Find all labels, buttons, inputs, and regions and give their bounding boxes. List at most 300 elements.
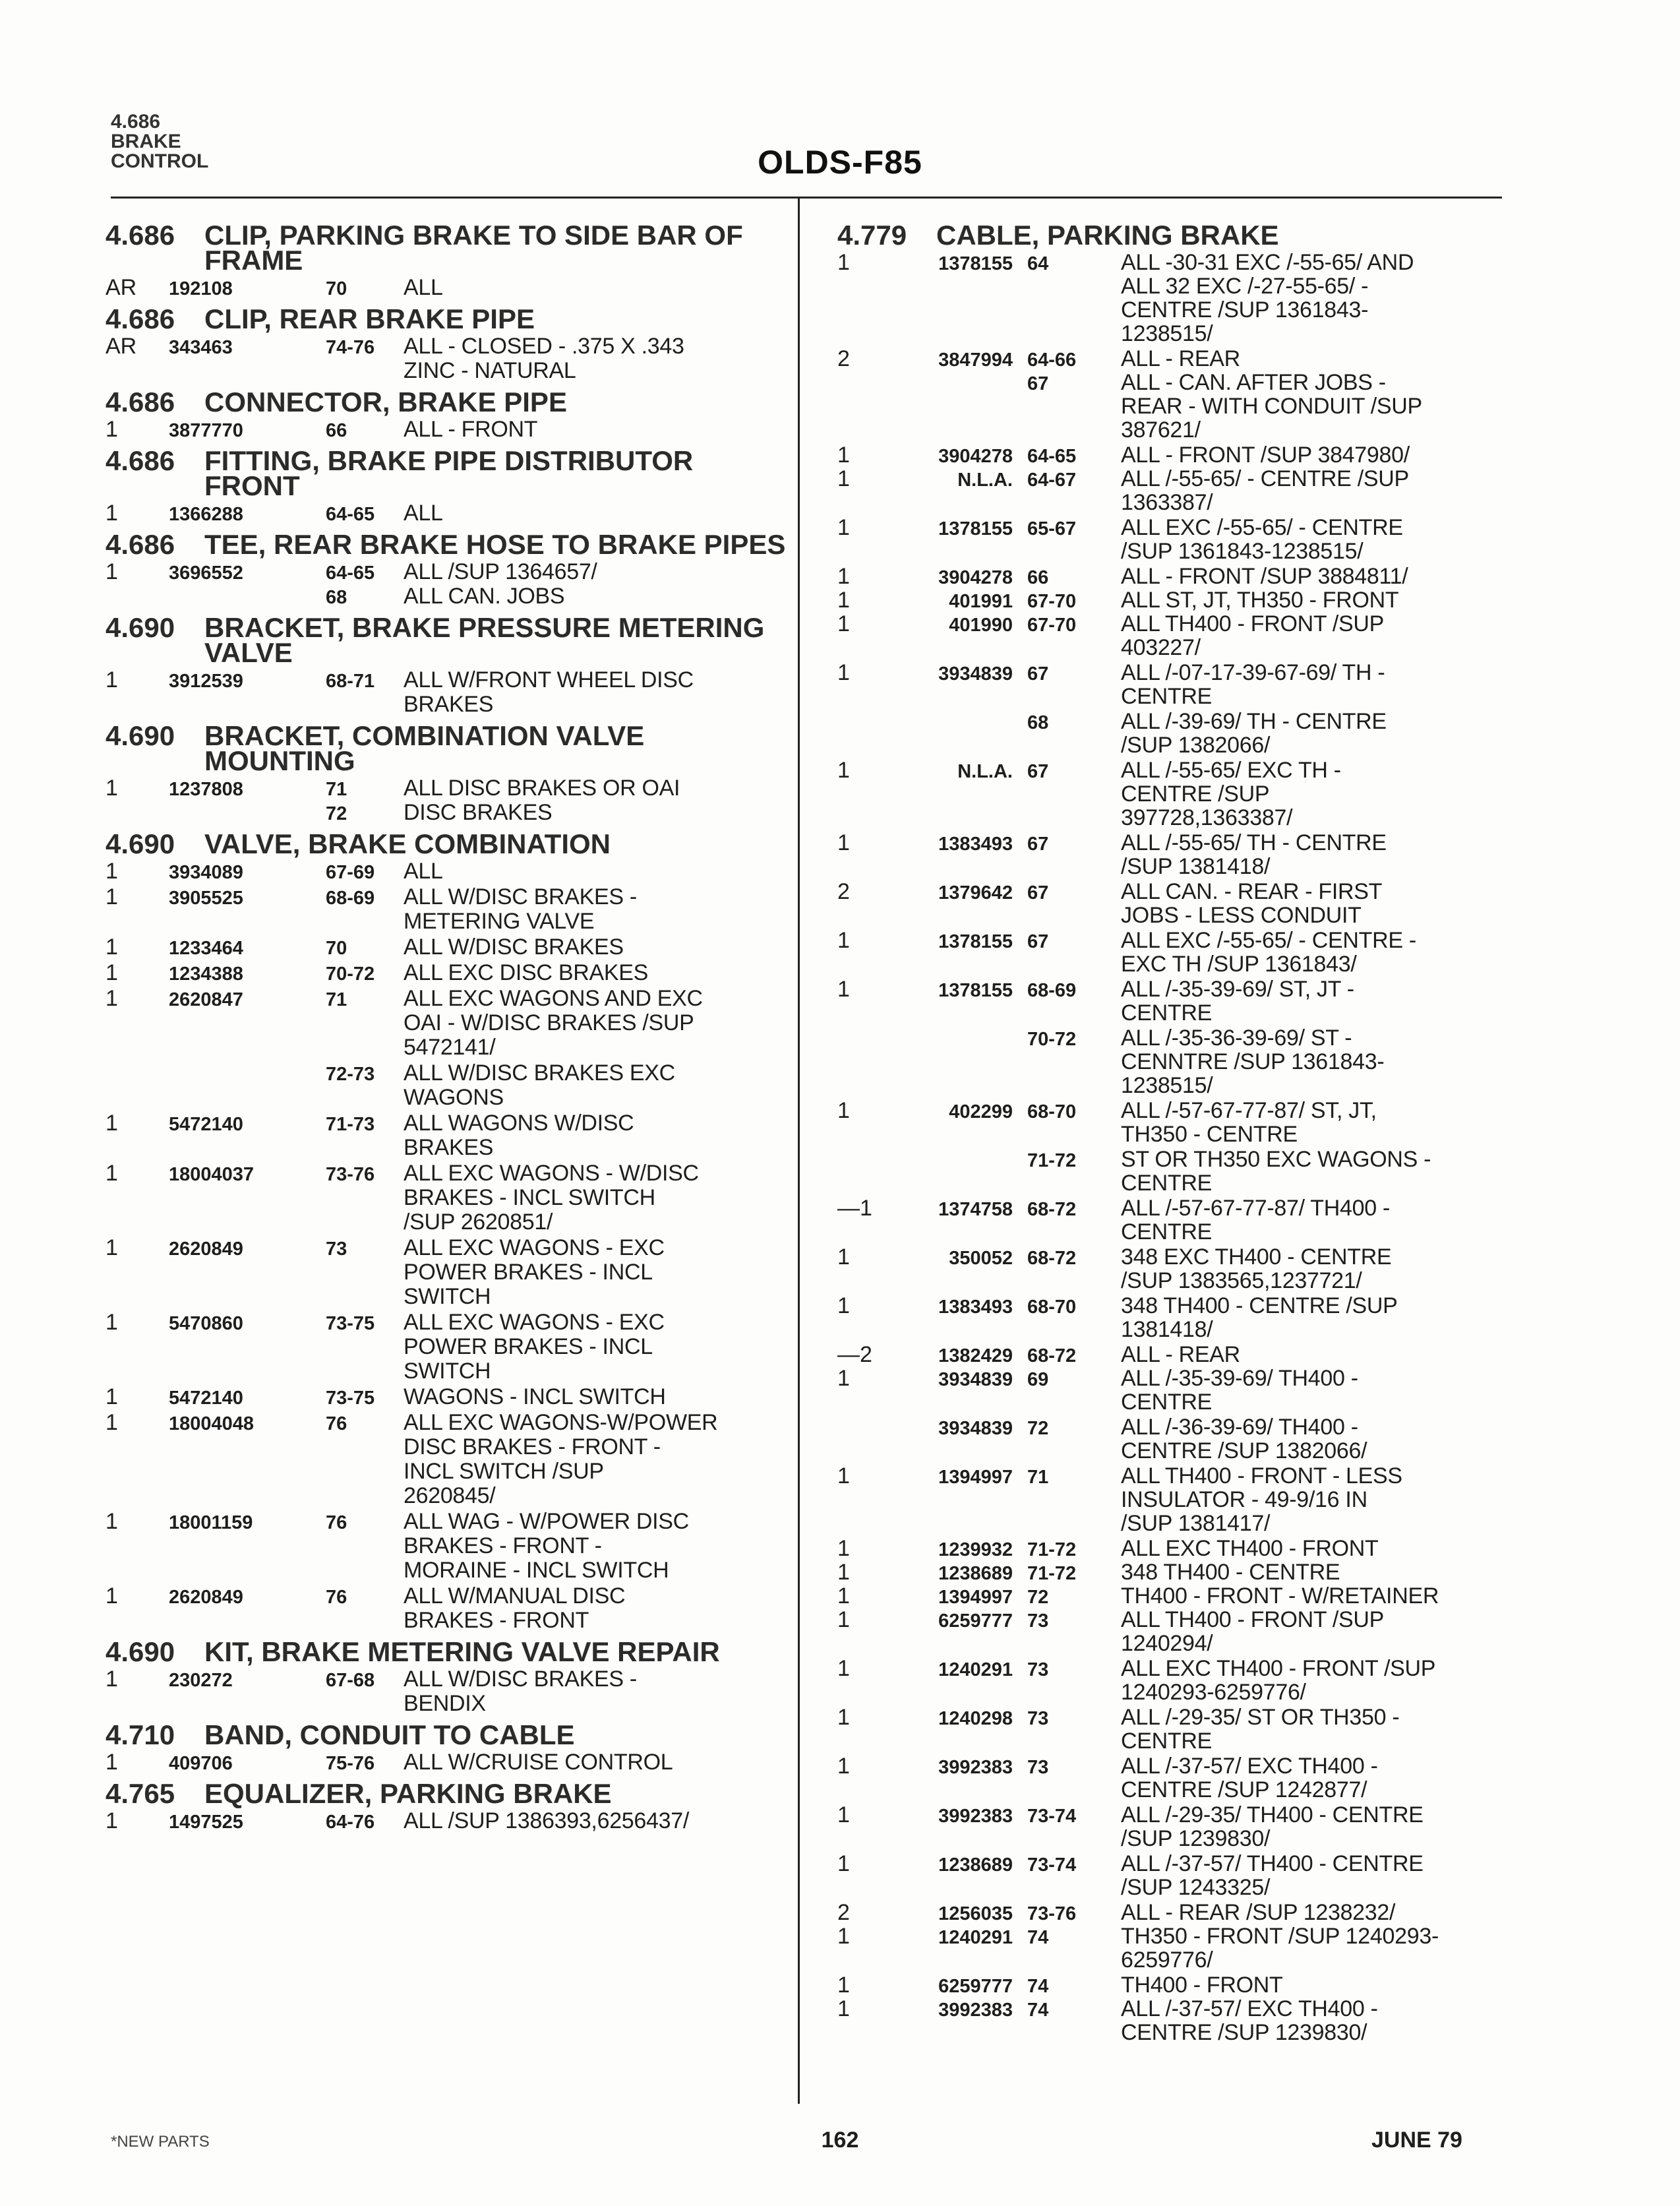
model-years: 73-74 xyxy=(1027,1854,1077,1876)
part-description: ALL W/DISC BRAKES EXC WAGONS xyxy=(404,1060,675,1110)
part-number: 3904278 N.L.A. xyxy=(938,446,1013,491)
quantity: 1 xyxy=(105,1509,118,1534)
part-number: 5472140 xyxy=(169,1388,243,1409)
model-years: 68-69 xyxy=(326,888,375,909)
model-years: 74 74 xyxy=(1027,1976,1049,2021)
model-years: 70-72 xyxy=(1027,1029,1077,1050)
part-number: 3912539 xyxy=(169,671,243,692)
model-years: 64-66 67 xyxy=(1027,350,1077,394)
model-years: 64-76 xyxy=(326,1812,375,1833)
quantity: 1 xyxy=(105,1410,118,1435)
part-row xyxy=(105,987,791,1060)
part-row xyxy=(837,831,1516,878)
quantity: 1 xyxy=(105,986,118,1011)
part-description: ALL W/DISC BRAKES - METERING VALVE xyxy=(404,884,637,934)
part-row xyxy=(837,1705,1516,1753)
part-row xyxy=(837,929,1516,976)
part-row xyxy=(837,1099,1516,1146)
quantity: 2 xyxy=(837,346,850,371)
part-number: 2620849 xyxy=(169,1587,243,1608)
section-header xyxy=(105,445,791,501)
quantity: 1 xyxy=(105,934,118,960)
part-row xyxy=(105,1061,791,1110)
section-code: 4.690 xyxy=(105,612,175,643)
part-row xyxy=(837,1196,1516,1244)
section-title: CONNECTOR, BRAKE PIPE xyxy=(204,386,567,417)
part-description: ALL /-39-69/ TH - CENTRE /SUP 1382066/ xyxy=(1121,709,1387,758)
part-number: 3992383 xyxy=(938,1806,1013,1827)
part-number: 3992383 xyxy=(938,1757,1013,1778)
quantity: 1 xyxy=(837,1656,850,1681)
parts-section xyxy=(105,529,791,609)
section-title: EQUALIZER, PARKING BRAKE xyxy=(204,1778,612,1809)
parts-section xyxy=(105,1719,791,1775)
part-row xyxy=(837,516,1516,563)
model-years: 71-72 xyxy=(1027,1150,1077,1171)
parts-section xyxy=(105,220,791,300)
model-years: 67 xyxy=(1027,834,1049,855)
page-title: OLDS-F85 xyxy=(758,144,922,181)
quantity: 1 xyxy=(105,501,118,526)
part-row xyxy=(837,1852,1516,1899)
part-number: 1378155 xyxy=(938,931,1013,952)
section-title: VALVE, BRAKE COMBINATION xyxy=(204,828,611,859)
part-description: ALL TH400 - FRONT - LESS INSULATOR - 49-9/16 IN /SUP 1381417/ xyxy=(1121,1463,1402,1536)
quantity: 1 xyxy=(105,1583,118,1609)
part-row xyxy=(837,977,1516,1025)
quantity: 1 xyxy=(837,1851,850,1876)
page-number: 162 xyxy=(821,2128,859,2153)
model-years: 66 xyxy=(326,420,347,441)
quantity: 1 xyxy=(105,1808,118,1833)
model-years: 71 xyxy=(326,989,347,1010)
parts-section xyxy=(105,720,791,825)
quantity: —1 xyxy=(837,1196,872,1221)
part-number: 1240298 xyxy=(938,1708,1013,1729)
model-years: 73-75 xyxy=(326,1388,375,1409)
parts-section xyxy=(837,220,1516,2045)
section-header xyxy=(105,1719,791,1750)
part-description: ALL W/FRONT WHEEL DISC BRAKES xyxy=(404,667,694,717)
quantity: 1 xyxy=(105,667,118,692)
part-row xyxy=(105,334,791,383)
part-description: ALL EXC WAGONS - W/DISC BRAKES - INCL SWITCH /SUP 2620851/ xyxy=(404,1161,699,1235)
model-years: 71-73 xyxy=(326,1114,375,1135)
part-description: ALL - FRONT xyxy=(404,417,538,442)
left-column xyxy=(105,220,791,1840)
section-header xyxy=(105,612,791,668)
part-row xyxy=(105,1236,791,1309)
part-row xyxy=(837,443,1516,514)
part-row xyxy=(837,1754,1516,1802)
part-row xyxy=(105,560,791,609)
model-years: 64 xyxy=(1027,253,1049,274)
model-years: 68-71 xyxy=(326,671,375,692)
section-header xyxy=(105,386,791,417)
part-description: ALL /SUP 1364657/ ALL CAN. JOBS xyxy=(404,559,597,609)
section-title: BRACKET, COMBINATION VALVE MOUNTING xyxy=(204,720,645,776)
section-number: 4.686 xyxy=(111,111,161,133)
part-row xyxy=(837,1026,1516,1097)
quantity: 1 xyxy=(837,1098,850,1123)
quantity: 1 xyxy=(837,928,850,953)
section-code: 4.686 xyxy=(105,386,175,417)
part-row xyxy=(105,885,791,934)
part-row xyxy=(837,1245,1516,1293)
part-row xyxy=(837,880,1516,927)
model-years: 73-76 74 xyxy=(1027,1903,1077,1948)
part-description: ALL -30-31 EXC /-55-65/ AND ALL 32 EXC /-27-55-65/ - CENTRE /SUP 1361843- 1238515/ xyxy=(1121,250,1414,346)
part-number: 18001159 xyxy=(169,1512,253,1533)
part-description: ALL EXC TH400 - FRONT /SUP 1240293-6259776/ xyxy=(1121,1656,1436,1705)
part-number: 1234388 xyxy=(169,964,243,985)
footer-note: *NEW PARTS xyxy=(111,2133,210,2151)
part-description: ALL W/MANUAL DISC BRAKES - FRONT xyxy=(404,1583,626,1633)
part-description: ALL EXC /-55-65/ - CENTRE /SUP 1361843-1238515/ xyxy=(1121,515,1403,564)
part-number: 1394997 xyxy=(938,1467,1013,1488)
part-number: 350052 xyxy=(949,1248,1013,1269)
part-number: 3877770 xyxy=(169,420,243,441)
part-row xyxy=(105,1510,791,1583)
part-number: 5472140 xyxy=(169,1114,243,1135)
part-description: ALL /-37-57/ TH400 - CENTRE /SUP 1243325/ xyxy=(1121,1851,1424,1900)
part-description: ALL WAGONS W/DISC BRAKES xyxy=(404,1111,634,1160)
section-header xyxy=(105,220,791,276)
part-row xyxy=(837,1803,1516,1851)
quantity: 1 1 1 1 xyxy=(837,1536,850,1632)
part-description: ALL /-29-35/ TH400 - CENTRE /SUP 1239830/ xyxy=(1121,1802,1424,1851)
part-row xyxy=(837,758,1516,830)
section-header xyxy=(837,220,1516,251)
parts-section xyxy=(105,445,791,526)
part-description: ALL xyxy=(404,859,443,884)
quantity: —2 1 xyxy=(837,1342,872,1391)
model-years: 76 xyxy=(326,1512,347,1533)
part-number: 2620847 xyxy=(169,989,243,1010)
quantity: 1 1 xyxy=(837,443,850,491)
part-number: 3934839 xyxy=(938,663,1013,685)
part-row xyxy=(105,1310,791,1384)
part-number: 18004048 xyxy=(169,1413,255,1434)
part-description: ALL EXC WAGONS-W/POWER DISC BRAKES - FRONT - INCL SWITCH /SUP 2620845/ xyxy=(404,1410,718,1508)
part-description: ALL /-29-35/ ST OR TH350 - CENTRE xyxy=(1121,1705,1400,1754)
part-row xyxy=(837,661,1516,708)
section-code: 4.710 xyxy=(105,1719,175,1750)
part-number: 3847994 xyxy=(938,350,1013,371)
part-row xyxy=(105,859,791,884)
quantity: 1 xyxy=(837,1293,850,1318)
part-row xyxy=(105,935,791,960)
section-title: FITTING, BRAKE PIPE DISTRIBUTOR FRONT xyxy=(204,445,694,501)
part-description: ALL - CLOSED - .375 X .343 ZINC - NATURAL xyxy=(404,334,684,383)
part-row xyxy=(105,1161,791,1235)
part-number: 402299 xyxy=(949,1101,1013,1122)
part-description: ALL /-36-39-69/ TH400 - CENTRE /SUP 1382066/ xyxy=(1121,1415,1367,1463)
model-years: 68-70 xyxy=(1027,1101,1077,1122)
model-years: 72 xyxy=(1027,1418,1049,1439)
model-years: 64-65 xyxy=(326,504,375,525)
section-title: KIT, BRAKE METERING VALVE REPAIR xyxy=(204,1636,720,1667)
part-number: 1239932 1238689 1394997 6259777 xyxy=(938,1539,1013,1632)
model-years: 74-76 xyxy=(326,337,375,358)
part-row xyxy=(837,565,1516,659)
part-row xyxy=(837,1973,1516,2044)
part-description: ALL /-55-65/ TH - CENTRE /SUP 1381418/ xyxy=(1121,830,1387,879)
part-description: ALL /-37-57/ EXC TH400 - CENTRE /SUP 1242877/ xyxy=(1121,1754,1378,1802)
quantity: 2 1 xyxy=(837,1900,850,1949)
publication-date: JUNE 79 xyxy=(1371,2128,1462,2153)
section-code: 4.765 xyxy=(105,1778,175,1809)
part-description: ALL EXC WAGONS - EXC POWER BRAKES - INCL SWITCH xyxy=(404,1235,665,1309)
part-description: ALL /-55-65/ EXC TH - CENTRE /SUP 397728,1363387/ xyxy=(1121,758,1341,830)
part-description: ST OR TH350 EXC WAGONS - CENTRE xyxy=(1121,1147,1431,1196)
model-years: 68-69 xyxy=(1027,980,1077,1001)
section-code: 4.690 xyxy=(105,828,175,859)
quantity: 1 xyxy=(837,1463,850,1488)
part-description: WAGONS - INCL SWITCH xyxy=(404,1384,666,1409)
part-row xyxy=(105,776,791,825)
model-years: 68-72 xyxy=(1027,1199,1077,1220)
right-column xyxy=(837,220,1516,2051)
part-row xyxy=(105,961,791,985)
model-years: 75-76 xyxy=(326,1753,375,1774)
section-subcategory: CONTROL xyxy=(111,150,209,172)
part-row xyxy=(105,501,791,526)
part-row xyxy=(837,1294,1516,1341)
quantity: 1 xyxy=(105,1750,118,1775)
part-description: ALL /-35-36-39-69/ ST - CENNTRE /SUP 1361843- 1238515/ xyxy=(1121,1026,1385,1098)
section-header xyxy=(105,1778,791,1809)
quantity: 1 xyxy=(105,1235,118,1260)
part-description: ALL /-35-39-69/ ST, JT - CENTRE xyxy=(1121,977,1354,1026)
section-header xyxy=(105,720,791,776)
part-description: ALL - REAR ALL /-35-39-69/ TH400 - CENTRE xyxy=(1121,1342,1358,1415)
header-rule xyxy=(111,197,1502,199)
section-title: CABLE, PARKING BRAKE xyxy=(936,220,1279,251)
model-years: 67 xyxy=(1027,663,1049,685)
part-description: ALL EXC DISC BRAKES xyxy=(404,960,648,985)
parts-section xyxy=(105,828,791,1633)
part-row xyxy=(105,1584,791,1633)
model-years: 76 xyxy=(326,1587,347,1608)
section-title: TEE, REAR BRAKE HOSE TO BRAKE PIPES xyxy=(204,529,786,560)
part-description: ALL CAN. - REAR - FIRST JOBS - LESS CONDUIT xyxy=(1121,879,1383,928)
quantity: 1 xyxy=(837,758,850,783)
quantity: 1 xyxy=(105,1384,118,1409)
part-number: 6259777 3992383 xyxy=(938,1976,1013,2021)
part-number: 1378155 xyxy=(938,253,1013,274)
section-title: BRACKET, BRAKE PRESSURE METERING VALVE xyxy=(204,612,765,668)
part-number: 5470860 xyxy=(169,1313,243,1334)
quantity: 1 xyxy=(837,1802,850,1827)
parts-section xyxy=(105,1778,791,1833)
part-number: 2620849 xyxy=(169,1239,243,1260)
part-description: ALL W/CRUISE CONTROL xyxy=(404,1750,673,1775)
quantity: 1 1 1 xyxy=(837,564,850,636)
part-row xyxy=(837,1657,1516,1704)
part-row xyxy=(837,1464,1516,1535)
part-description: ALL W/DISC BRAKES xyxy=(404,934,624,960)
part-description: ALL WAG - W/POWER DISC BRAKES - FRONT - MORAINE - INCL SWITCH xyxy=(404,1509,689,1583)
part-description: TH400 - FRONT ALL /-37-57/ EXC TH400 - CENTRE /SUP 1239830/ xyxy=(1121,1973,1378,2045)
quantity: 1 xyxy=(105,859,118,884)
part-description: 348 TH400 - CENTRE /SUP 1381418/ xyxy=(1121,1293,1398,1342)
quantity: AR xyxy=(105,275,137,300)
model-years: 70 xyxy=(326,938,347,959)
quantity: AR xyxy=(105,334,137,359)
part-row xyxy=(837,1901,1516,1972)
part-number: 1237808 xyxy=(169,779,243,800)
part-description: ALL W/DISC BRAKES - BENDIX xyxy=(404,1667,637,1716)
part-number: 18004037 xyxy=(169,1164,255,1185)
part-number: 3934839 xyxy=(938,1418,1013,1439)
quantity: 1 xyxy=(105,1161,118,1186)
model-years: 73-76 xyxy=(326,1164,375,1185)
part-description: ALL xyxy=(404,501,443,526)
part-number: 3934089 xyxy=(169,862,243,883)
part-description: ALL /SUP 1386393,6256437/ xyxy=(404,1808,689,1833)
part-description: ALL EXC /-55-65/ - CENTRE - EXC TH /SUP 1361843/ xyxy=(1121,928,1416,977)
part-description: ALL xyxy=(404,275,443,300)
model-years: 71-72 71-72 72 73 xyxy=(1027,1539,1077,1632)
part-number: 192108 xyxy=(169,278,233,299)
model-years: 71 xyxy=(1027,1467,1049,1488)
model-years: 73 xyxy=(326,1239,347,1260)
section-code: 4.690 xyxy=(105,720,175,751)
part-number: 1238689 xyxy=(938,1854,1013,1876)
part-row xyxy=(105,1111,791,1160)
model-years: 73 xyxy=(1027,1659,1049,1680)
section-code: 4.686 xyxy=(105,303,175,334)
quantity: 1 xyxy=(105,960,118,985)
model-years: 67-68 xyxy=(326,1670,375,1691)
part-description: ALL EXC WAGONS AND EXC OAI - W/DISC BRAKES /SUP 5472141/ xyxy=(404,986,703,1060)
column-divider xyxy=(798,198,800,2104)
parts-section xyxy=(105,1636,791,1716)
part-number: 1497525 xyxy=(169,1812,243,1833)
parts-section xyxy=(105,303,791,383)
part-row xyxy=(105,276,791,300)
quantity: 1 xyxy=(837,977,850,1002)
part-row xyxy=(837,710,1516,757)
part-row xyxy=(105,1411,791,1508)
part-row xyxy=(105,1667,791,1716)
model-years: 76 xyxy=(326,1413,347,1434)
part-number: 3696552 xyxy=(169,563,243,584)
model-years: 73 xyxy=(1027,1757,1049,1778)
model-years: 66 67-70 67-70 xyxy=(1027,567,1077,636)
quantity: 1 xyxy=(105,1667,118,1692)
section-code: 4.779 xyxy=(837,220,907,251)
model-years: 64-65 68 xyxy=(326,563,375,608)
part-number: 3904278 401991 401990 xyxy=(938,567,1013,636)
quantity: 1 xyxy=(105,559,118,584)
section-header xyxy=(105,1636,791,1667)
section-title: CLIP, PARKING BRAKE TO SIDE BAR OF FRAME xyxy=(204,220,743,276)
quantity: 1 xyxy=(105,417,118,442)
part-row xyxy=(105,417,791,442)
part-number: 1383493 xyxy=(938,834,1013,855)
model-years: 68-70 xyxy=(1027,1297,1077,1318)
part-description: ALL /-07-17-39-67-69/ TH - CENTRE xyxy=(1121,660,1385,709)
model-years: 68-72 xyxy=(1027,1248,1077,1269)
section-code: 4.686 xyxy=(105,220,175,251)
quantity: 1 xyxy=(837,830,850,855)
quantity: 1 1 xyxy=(837,1973,850,2021)
quantity: 1 xyxy=(105,884,118,909)
part-number: N.L.A. xyxy=(957,761,1013,782)
quantity: 2 xyxy=(837,879,850,904)
section-code: 4.686 xyxy=(105,445,175,476)
model-years: 67 xyxy=(1027,761,1049,782)
model-years: 72-73 xyxy=(326,1064,375,1085)
model-years: 68-72 69 xyxy=(1027,1345,1077,1390)
model-years: 70 xyxy=(326,278,347,299)
quantity: 1 xyxy=(105,776,118,801)
part-row xyxy=(837,1537,1516,1655)
model-years: 73-75 xyxy=(326,1313,375,1334)
section-header xyxy=(105,529,791,560)
model-years: 71 72 xyxy=(326,779,347,824)
part-number: 3905525 xyxy=(169,888,243,909)
part-description: ALL /-57-67-77-87/ TH400 - CENTRE xyxy=(1121,1196,1390,1244)
part-description: ALL EXC WAGONS - EXC POWER BRAKES - INCL SWITCH xyxy=(404,1310,665,1384)
part-description: ALL - FRONT /SUP 3884811/ ALL ST, JT, TH350 - FRONT ALL TH400 - FRONT /SUP 403227/ xyxy=(1121,564,1408,660)
quantity: 1 xyxy=(105,1310,118,1335)
part-row xyxy=(837,1148,1516,1195)
section-header xyxy=(105,303,791,334)
part-description: ALL - FRONT /SUP 3847980/ ALL /-55-65/ - CENTRE /SUP 1363387/ xyxy=(1121,443,1410,515)
section-title: BAND, CONDUIT TO CABLE xyxy=(204,1719,575,1750)
part-number: 1382429 3934839 xyxy=(938,1345,1013,1390)
model-years: 67 xyxy=(1027,882,1049,904)
model-years: 67 xyxy=(1027,931,1049,952)
parts-section xyxy=(105,612,791,717)
quantity: 1 xyxy=(837,1705,850,1730)
part-row xyxy=(105,1809,791,1833)
part-description: 348 EXC TH400 - CENTRE /SUP 1383565,1237721/ xyxy=(1121,1244,1392,1293)
part-number: 1378155 xyxy=(938,980,1013,1001)
part-row xyxy=(105,1750,791,1775)
section-header xyxy=(105,828,791,859)
section-category: BRAKE xyxy=(111,131,181,152)
quantity: 1 xyxy=(837,1754,850,1779)
quantity: 1 xyxy=(837,1244,850,1270)
model-years: 73-74 xyxy=(1027,1806,1077,1827)
model-years: 65-67 xyxy=(1027,518,1077,539)
quantity: 1 xyxy=(105,1111,118,1136)
part-row xyxy=(105,1385,791,1409)
part-number: 1366288 xyxy=(169,504,243,525)
model-years: 68 xyxy=(1027,712,1049,733)
part-number: 343463 xyxy=(169,337,233,358)
quantity: 1 xyxy=(837,250,850,275)
part-description: ALL /-57-67-77-87/ ST, JT, TH350 - CENTRE xyxy=(1121,1098,1377,1147)
part-row xyxy=(837,251,1516,346)
section-title: CLIP, REAR BRAKE PIPE xyxy=(204,303,535,334)
part-number: 1233464 xyxy=(169,938,243,959)
section-code: 4.690 xyxy=(105,1636,175,1667)
part-number: 409706 xyxy=(169,1753,233,1774)
parts-section xyxy=(105,386,791,442)
part-row xyxy=(837,1415,1516,1463)
part-number: 230272 xyxy=(169,1670,233,1691)
part-number: 1240291 xyxy=(938,1659,1013,1680)
quantity: 1 xyxy=(837,515,850,540)
part-row xyxy=(837,1343,1516,1414)
part-number: 1256035 1240291 xyxy=(938,1903,1013,1948)
quantity: 1 xyxy=(837,660,850,685)
